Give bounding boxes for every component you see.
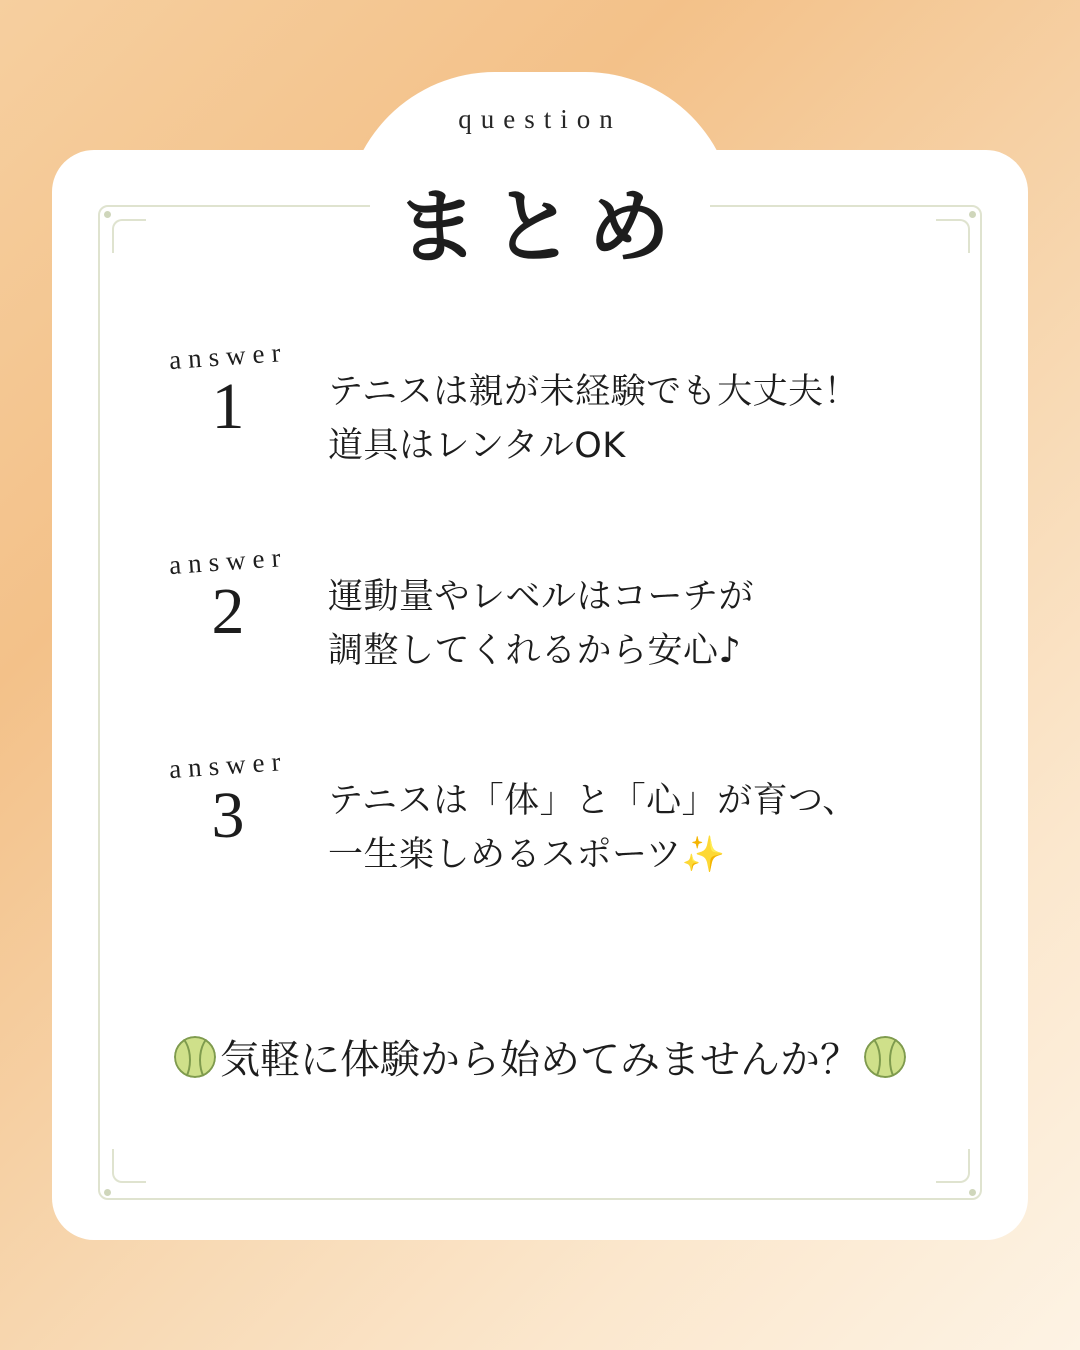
- answer-text: [328, 540, 958, 679]
- footer-cta: [0, 1028, 1080, 1085]
- answer-index-block: [128, 540, 328, 648]
- question-label: question: [458, 104, 622, 134]
- answer-text-line2: [328, 828, 958, 882]
- answer-text-line2-main: 一生楽しめるスポーツ: [328, 835, 682, 876]
- answer-index-block: [128, 335, 328, 443]
- page-title: まとめ: [395, 180, 684, 275]
- answers-list: [128, 335, 958, 949]
- answer-text-line2: 道具はレンタルOK: [328, 426, 626, 467]
- tennis-ball-icon-left: [174, 1036, 216, 1078]
- answer-item: [128, 335, 958, 474]
- answer-text: [328, 744, 958, 883]
- footer-cta-text: 気軽に体験から始めてみませんか？: [220, 1037, 860, 1083]
- answer-item: [128, 744, 958, 883]
- answer-word-label: answer: [167, 336, 289, 376]
- sparkles-icon: ✨: [681, 835, 726, 876]
- answer-index-block: [128, 744, 328, 852]
- answer-number: 2: [211, 574, 245, 648]
- corner-dot-bottom-left: [104, 1189, 111, 1196]
- answer-number: 3: [211, 779, 245, 852]
- answer-text-line2: 調整してくれるから安心♪: [328, 630, 742, 671]
- answer-item: [128, 540, 958, 679]
- answer-text-line1: 運動量やレベルはコーチが: [328, 576, 755, 617]
- answer-word-label: answer: [167, 745, 289, 785]
- frame-corner-bottom-right: [936, 1149, 970, 1183]
- answer-text-line1: テニスは「体」と「心」が育つ、: [328, 781, 858, 821]
- answer-text: [328, 335, 958, 474]
- answer-text-line1: テニスは親が未経験でも大丈夫！: [328, 372, 860, 412]
- corner-dot-bottom-right: [969, 1189, 976, 1196]
- frame-corner-bottom-left: [112, 1149, 146, 1183]
- tennis-ball-icon-right: [864, 1036, 906, 1078]
- answer-word-label: answer: [167, 541, 289, 580]
- answer-number: 1: [211, 370, 245, 443]
